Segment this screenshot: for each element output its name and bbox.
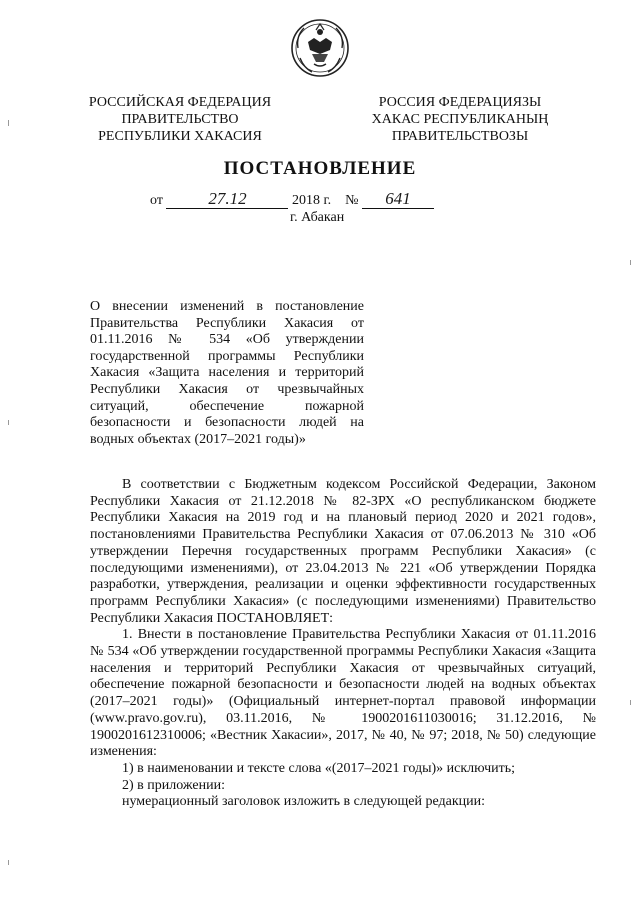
- body-paragraph: В соответствии с Бюджетным кодексом Российской Федерации, Законом Республики Хакасия от 21.12.2018 № 82-ЗРХ «О республиканском бюджете Республики Хакасия на 2019 год и на плановый период 2020 и 2021 годов», постановлениями Правительства Республики Хакасия от 07.06.2013 № 310 «Об утверждении Перечня государственных программ Республики Хакасия» (с последующими изменениями), от 23.04.2013 № 221 «Об утверждении Порядка разработки, утверждения, реализации и оценки эффективности государственных программ Республики Хакасия» (с последующими изменениями) Правительство Республики Хакасия ПОСТАНОВЛЯЕТ:: [90, 477, 596, 626]
- document-subject: О внесении изменений в постановление Правительства Республики Хакасия от 01.11.2016 № 534 «Об утверждении государственной программы Республики Хакасия «Защита населения и территорий Республики Хакасия от чрезвычайных ситуаций, обеспечение пожарной безопасности и безопасности людей на водных объектах (2017–2021 годы)»: [90, 299, 364, 447]
- number-field: [362, 189, 434, 209]
- scan-speck: [630, 700, 631, 705]
- scan-speck: [8, 860, 9, 865]
- header-right: [360, 94, 560, 145]
- body-paragraph: 1) в наименовании и тексте слова «(2017–2021 годы)» исключить;: [122, 760, 516, 776]
- date-line: [150, 189, 510, 209]
- date-field: [166, 189, 288, 209]
- header-left-line: ПРАВИТЕЛЬСТВО: [121, 112, 239, 127]
- document-title: ПОСТАНОВЛЕНИЕ: [223, 158, 417, 179]
- header-left: [80, 94, 280, 145]
- body-paragraph: 2) в приложении:: [122, 777, 225, 793]
- header-right-line: ПРАВИТЕЛЬСТВОЗЫ: [391, 129, 529, 144]
- header-left-line: РЕСПУБЛИКИ ХАКАСИЯ: [98, 129, 262, 144]
- header-left-line: РОССИЙСКАЯ ФЕДЕРАЦИЯ: [88, 95, 272, 110]
- header-right-line: ХАКАС РЕСПУБЛИКАНЫҢ: [371, 112, 549, 127]
- number-handwritten: 641: [385, 189, 411, 208]
- scan-speck: [8, 420, 9, 425]
- date-prefix: от: [150, 193, 163, 208]
- coat-of-arms-emblem: [290, 18, 350, 78]
- date-handwritten: 27.12: [208, 189, 247, 208]
- body-paragraph: 1. Внести в постановление Правительства Республики Хакасия от 01.11.2016 № 534 «Об утверждении государственной программы Республики Хакасия «Защита населения и территорий Республики Хакасия от чрезвычайных ситуаций, обеспечение пожарной безопасности и безопасности людей на водных объектах (2017–2021 годы)» (Официальный интернет-портал правовой информации (www.pravo.gov.ru), 03.11.2016, № 1900201611030016; 31.12.2016, № 1900201612310006; «Вестник Хакасии», 2017, № 40, № 97; 2018, № 50) следующие изменения:: [90, 627, 596, 760]
- document-body: [90, 477, 596, 811]
- number-sign: №: [345, 193, 359, 208]
- header-right-line: РОССИЯ ФЕДЕРАЦИЯЗЫ: [378, 95, 542, 110]
- scan-speck: [630, 260, 631, 265]
- body-paragraph: нумерационный заголовок изложить в следующей редакции:: [122, 794, 485, 810]
- scan-speck: [8, 120, 9, 126]
- city: г. Абакан: [290, 210, 345, 225]
- date-year: 2018 г.: [291, 193, 332, 208]
